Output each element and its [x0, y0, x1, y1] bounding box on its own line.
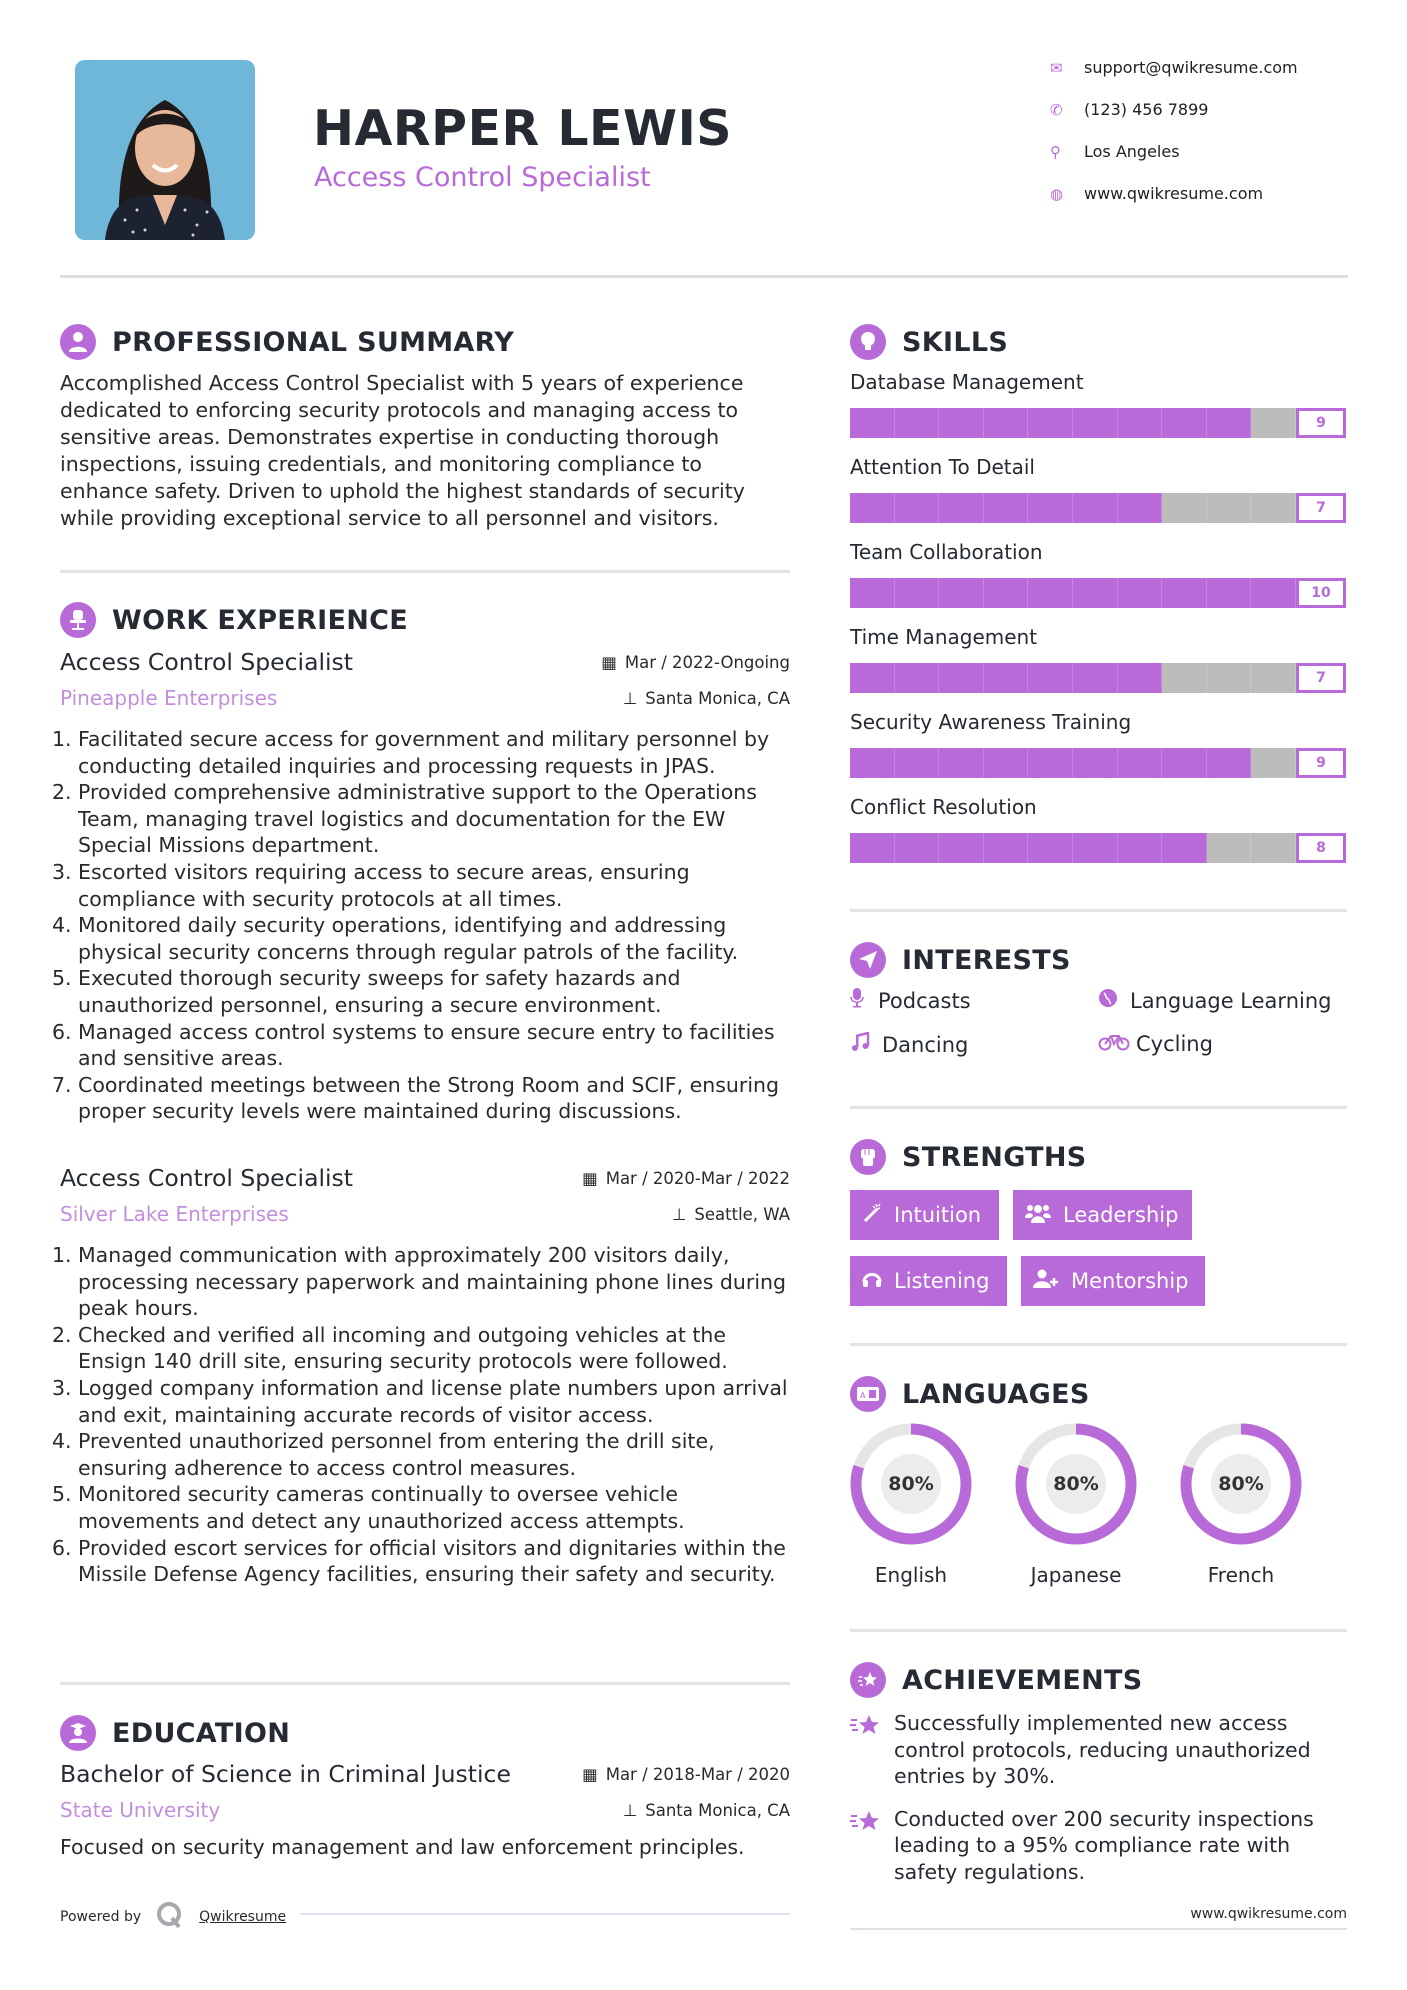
section-divider	[850, 1343, 1347, 1346]
skill-label: Security Awareness Training	[850, 710, 1132, 734]
skill-bar-segment	[1207, 748, 1252, 778]
skill-bar	[850, 493, 1346, 523]
skill-bar-segment	[1118, 748, 1163, 778]
job-location: ⊥ Santa Monica, CA	[622, 688, 790, 708]
job-location: ⊥ Seattle, WA	[672, 1204, 790, 1224]
languages-heading	[850, 1376, 1090, 1412]
skill-bar-segment	[939, 493, 984, 523]
skill-bar-segment	[850, 748, 895, 778]
summary-text: Accomplished Access Control Specialist with 5 years of experience dedicated to enforcing security protocols and managing access to sensitive areas. Demonstrates expertise in conducting thorough inspections, issuing credentials, and monitoring compliance to enhance safety. Driven to uphold the highest standards of security while providing exceptional service to all personnel and visitors.	[60, 371, 745, 530]
header-divider	[60, 275, 1348, 278]
job-title: Access Control Specialist	[60, 1164, 353, 1192]
job-bullet: Provided escort services for official visitors and dignitaries within the Missile Defense Agency facilities, ensuring their safety and security.	[78, 1535, 786, 1587]
skill-bar-segment	[850, 833, 895, 863]
achievements-list	[850, 1710, 1347, 1885]
languages-title: LANGUAGES	[902, 1378, 1090, 1410]
job-bullets	[60, 726, 790, 1125]
lightbulb-icon	[850, 324, 886, 360]
profile-photo	[75, 60, 255, 240]
footer-website[interactable]: www.qwikresume.com	[1190, 1906, 1347, 1922]
skill-bar-segment	[1162, 833, 1207, 863]
job-bullet: Facilitated secure access for government and military personnel by conducting detailed inquiries and processing requests in JPAS.	[78, 727, 770, 778]
globe-icon: ◍	[1050, 184, 1064, 203]
skill-bar-segment	[1162, 663, 1207, 693]
calendar-icon: ▦	[582, 1168, 598, 1188]
skill-value-badge: 8	[1296, 833, 1346, 863]
job-company: Silver Lake Enterprises	[60, 1202, 289, 1226]
skill-bar-segment	[1028, 663, 1073, 693]
skill-bar-segment	[984, 493, 1029, 523]
skill-bar-segment	[1207, 408, 1252, 438]
skill-bar-segment	[1073, 408, 1118, 438]
skill-label: Conflict Resolution	[850, 795, 1037, 819]
contact-email[interactable]	[1050, 58, 1350, 77]
skill-bar-segment	[1162, 493, 1207, 523]
skill-bar-segment	[1162, 748, 1207, 778]
skill-bar-segment	[1118, 833, 1163, 863]
shooting-star-icon	[850, 1806, 880, 1842]
group-icon	[1025, 1203, 1051, 1228]
skill-bar	[850, 408, 1346, 438]
job-bullet: Managed communication with approximately 200 visitors daily, processing necessary paperwork and maintaining phone lines during peak hours.	[78, 1243, 787, 1321]
headphones-icon	[862, 1269, 882, 1294]
skill-bar-segment	[1207, 578, 1252, 608]
skill-label: Team Collaboration	[850, 540, 1043, 564]
job-bullet: Executed thorough security sweeps for safety hazards and unauthorized personnel, ensuring a secure environment.	[78, 966, 681, 1017]
translate-icon	[850, 1376, 886, 1412]
language-progress-ring	[850, 1423, 972, 1545]
skill-bar-segment	[1207, 663, 1252, 693]
candidate-title: Access Control Specialist	[314, 162, 651, 193]
job-company: Pineapple Enterprises	[60, 686, 278, 710]
calendar-icon: ▦	[601, 652, 617, 672]
footer-divider	[300, 1913, 790, 1915]
skill-bar	[850, 748, 1346, 778]
degree-title: Bachelor of Science in Criminal Justice	[60, 1760, 511, 1788]
user-icon	[60, 324, 96, 360]
education-description: Focused on security management and law enforcement principles.	[60, 1835, 745, 1859]
section-divider	[850, 1106, 1347, 1109]
education-location: ⊥ Santa Monica, CA	[622, 1800, 790, 1820]
section-divider	[850, 1629, 1347, 1632]
contact-phone[interactable]	[1050, 100, 1350, 119]
education-entry	[60, 1760, 790, 1861]
footer-divider	[850, 1928, 1347, 1930]
skill-label: Database Management	[850, 370, 1084, 394]
powered-by-label: Powered by	[60, 1909, 142, 1925]
job-title: Access Control Specialist	[60, 648, 353, 676]
skill-bar-segment	[1251, 493, 1296, 523]
skill-bar-segment	[1028, 493, 1073, 523]
strength-chip: Intuition	[850, 1190, 999, 1240]
contact-website-text: www.qwikresume.com	[1084, 184, 1264, 203]
skill-item	[850, 455, 1346, 540]
interest-item: Podcasts	[850, 988, 971, 1013]
skill-bar	[850, 578, 1346, 608]
bicycle-icon	[1098, 1032, 1136, 1056]
job-bullet: Managed access control systems to ensure secure entry to facilities and sensitive areas.	[78, 1019, 775, 1071]
skill-bar-segment	[984, 748, 1029, 778]
user-plus-icon	[1033, 1269, 1059, 1294]
skill-bar-segment	[939, 663, 984, 693]
contact-email-text: support@qwikresume.com	[1084, 58, 1298, 77]
skill-bar-segment	[1251, 748, 1296, 778]
skill-value-badge: 9	[1296, 408, 1346, 438]
skill-label: Time Management	[850, 625, 1038, 649]
job-bullet: Provided comprehensive administrative support to the Operations Team, managing travel logistics and documentation for the EW Special Missions department.	[78, 780, 757, 858]
skill-bar-segment	[1118, 578, 1163, 608]
skill-bar-segment	[1073, 493, 1118, 523]
skill-bar-segment	[984, 578, 1029, 608]
skills-title: SKILLS	[902, 326, 1009, 358]
skill-value-badge: 7	[1296, 493, 1346, 523]
skill-value-badge: 7	[1296, 663, 1346, 693]
skill-bar-segment	[895, 493, 940, 523]
achievement-item: Conducted over 200 security inspections leading to a 95% compliance rate with safety regulations.	[850, 1806, 1347, 1886]
skill-bar-segment	[1251, 408, 1296, 438]
fist-icon	[850, 1139, 886, 1175]
language-item	[1180, 1423, 1302, 1587]
skill-bar-segment	[1118, 408, 1163, 438]
pushpin-icon: ⊥	[622, 1800, 638, 1820]
music-note-icon	[850, 1032, 878, 1057]
skill-item	[850, 370, 1346, 455]
interest-item: Dancing	[850, 1032, 968, 1057]
summary-title: PROFESSIONAL SUMMARY	[112, 326, 515, 358]
skill-bar-segment	[939, 578, 984, 608]
profile-photo-illustration	[75, 60, 255, 240]
skill-bar-segment	[984, 833, 1029, 863]
envelope-icon: ✉	[1050, 58, 1063, 77]
contact-phone-text: (123) 456 7899	[1084, 100, 1209, 119]
job-dates: ▦ Mar / 2022-Ongoing	[601, 652, 790, 672]
language-percent: 80%	[1046, 1454, 1106, 1514]
map-pin-icon: ⚲	[1050, 142, 1061, 161]
skill-bar	[850, 833, 1346, 863]
language-name: Japanese	[1030, 1563, 1122, 1587]
job-bullet: Monitored daily security operations, identifying and addressing physical security concerns through regular patrols of the facility.	[78, 913, 739, 964]
pushpin-icon: ⊥	[622, 688, 638, 708]
graduate-icon	[60, 1715, 96, 1751]
job-entry	[60, 648, 790, 1125]
skill-bar-segment	[895, 748, 940, 778]
language-progress-ring	[1180, 1423, 1302, 1545]
job-bullets	[60, 1242, 790, 1588]
skill-bar-segment	[939, 408, 984, 438]
skill-bar-segment	[895, 578, 940, 608]
svg-text:A: A	[860, 1391, 866, 1400]
skill-bar-segment	[1073, 578, 1118, 608]
interest-item: Language Learning	[1098, 988, 1331, 1013]
skill-bar-segment	[1028, 833, 1073, 863]
qwikresume-link[interactable]: Qwikresume	[199, 1909, 287, 1925]
skill-item	[850, 625, 1346, 710]
skill-item	[850, 540, 1346, 625]
section-divider	[850, 909, 1347, 912]
interests-title: INTERESTS	[902, 944, 1071, 976]
skill-bar-segment	[939, 833, 984, 863]
contact-location	[1050, 142, 1350, 161]
section-divider	[60, 570, 790, 573]
skill-value-badge: 10	[1296, 578, 1346, 608]
education-dates: ▦ Mar / 2018-Mar / 2020	[582, 1764, 790, 1784]
pushpin-icon: ⊥	[672, 1204, 687, 1224]
skill-bar-segment	[1028, 578, 1073, 608]
interests-heading	[850, 942, 1071, 978]
skill-bar-segment	[895, 408, 940, 438]
achievements-heading	[850, 1662, 1143, 1698]
skill-item	[850, 795, 1346, 880]
skill-bar-segment	[895, 833, 940, 863]
skill-bar-segment	[939, 748, 984, 778]
skill-bar-segment	[1028, 408, 1073, 438]
skill-bar-segment	[1073, 833, 1118, 863]
paper-plane-icon	[850, 942, 886, 978]
skill-bar-segment	[850, 493, 895, 523]
language-name: French	[1207, 1563, 1275, 1587]
skills-list	[850, 370, 1346, 880]
strengths-title: STRENGTHS	[902, 1141, 1087, 1173]
skill-value-badge: 9	[1296, 748, 1346, 778]
strength-chip: Listening	[850, 1256, 1007, 1306]
skill-bar-segment	[1118, 663, 1163, 693]
school-name: State University	[60, 1798, 221, 1822]
education-heading	[60, 1715, 290, 1751]
job-entry	[60, 1164, 790, 1588]
job-bullet: Prevented unauthorized personnel from entering the drill site, ensuring adherence to access control measures.	[78, 1429, 715, 1480]
skill-bar-segment	[1073, 748, 1118, 778]
contact-location-text: Los Angeles	[1084, 142, 1180, 161]
skill-bar	[850, 663, 1346, 693]
skill-bar-segment	[1251, 578, 1296, 608]
skill-bar-segment	[850, 578, 895, 608]
magic-wand-icon	[862, 1203, 882, 1228]
skill-bar-segment	[1118, 493, 1163, 523]
job-bullet: Checked and verified all incoming and outgoing vehicles at the Ensign 140 drill site, ensuring security protocols were followed.	[78, 1322, 728, 1374]
shooting-star-icon	[850, 1710, 880, 1746]
strengths-heading	[850, 1139, 1087, 1175]
language-item	[850, 1423, 972, 1587]
language-percent: 80%	[1211, 1454, 1271, 1514]
language-progress-ring	[1015, 1423, 1137, 1545]
skill-bar-segment	[1251, 663, 1296, 693]
skill-bar-segment	[1162, 408, 1207, 438]
contact-website[interactable]	[1050, 184, 1350, 203]
globe-icon	[1098, 988, 1126, 1013]
skill-bar-segment	[850, 663, 895, 693]
job-bullet: Logged company information and license plate numbers upon arrival and exit, maintaining accurate records of visitor access.	[78, 1375, 788, 1427]
skill-bar-segment	[895, 663, 940, 693]
language-item	[1015, 1423, 1137, 1587]
strength-chip: Mentorship	[1021, 1256, 1205, 1306]
skill-label: Attention To Detail	[850, 455, 1035, 479]
achievements-title: ACHIEVEMENTS	[902, 1664, 1143, 1696]
job-bullet: Escorted visitors requiring access to secure areas, ensuring compliance with security protocols at all times.	[78, 859, 690, 911]
experience-heading	[60, 602, 408, 638]
skill-bar-segment	[1207, 833, 1252, 863]
language-percent: 80%	[881, 1454, 941, 1514]
interest-item: Cycling	[1098, 1032, 1213, 1056]
powered-by	[60, 1900, 286, 1934]
calendar-icon: ▦	[582, 1764, 598, 1784]
skill-bar-segment	[1207, 493, 1252, 523]
language-name: English	[874, 1563, 948, 1587]
skill-bar-segment	[984, 408, 1029, 438]
candidate-name: HARPER LEWIS	[313, 100, 733, 157]
skill-item	[850, 710, 1346, 795]
phone-icon: ✆	[1050, 100, 1063, 119]
section-divider	[60, 1682, 790, 1685]
skill-bar-segment	[984, 663, 1029, 693]
office-chair-icon	[60, 602, 96, 638]
skill-bar-segment	[1251, 833, 1296, 863]
strength-chip: Leadership	[1013, 1190, 1192, 1240]
job-bullet: Coordinated meetings between the Strong Room and SCIF, ensuring proper security levels were maintained during discussions.	[78, 1072, 780, 1124]
education-title: EDUCATION	[112, 1717, 291, 1749]
microphone-icon	[850, 988, 878, 1013]
qwikresume-logo-icon	[155, 1900, 185, 1934]
star-badge-icon	[850, 1662, 886, 1698]
experience-title: WORK EXPERIENCE	[112, 604, 408, 636]
job-dates: ▦ Mar / 2020-Mar / 2022	[582, 1168, 790, 1188]
skill-bar-segment	[1073, 663, 1118, 693]
job-bullet: Monitored security cameras continually to oversee vehicle movements and detect any unauthorized access attempts.	[78, 1482, 685, 1533]
skill-bar-segment	[1028, 748, 1073, 778]
skills-heading	[850, 324, 1008, 360]
skill-bar-segment	[850, 408, 895, 438]
summary-heading	[60, 324, 514, 360]
achievement-item: Successfully implemented new access control protocols, reducing unauthorized entries by 30%.	[850, 1710, 1347, 1790]
skill-bar-segment	[1162, 578, 1207, 608]
